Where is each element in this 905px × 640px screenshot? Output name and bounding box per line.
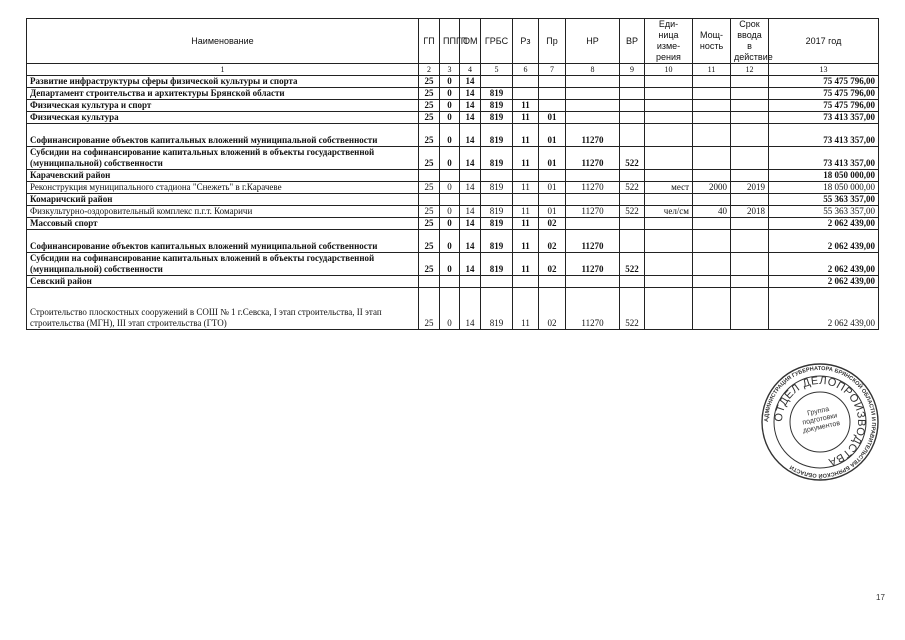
- table-row: [27, 276, 879, 288]
- capacity-cell: [693, 288, 731, 330]
- om-cell: 14: [460, 124, 481, 147]
- grbs-cell: 819: [481, 100, 513, 112]
- pr-cell: 02: [539, 288, 566, 330]
- rz-cell: [513, 276, 539, 288]
- rz-cell: [513, 170, 539, 182]
- vr-cell: [620, 218, 645, 230]
- vr-cell: 522: [620, 206, 645, 218]
- unit-cell: [645, 112, 693, 124]
- amount-cell: 73 413 357,00: [769, 112, 879, 124]
- om-cell: 14: [460, 288, 481, 330]
- header-vr: ВР: [620, 19, 645, 64]
- gp-cell: 25: [419, 100, 440, 112]
- term-cell: [731, 230, 769, 253]
- nr-cell: 11270: [566, 147, 620, 170]
- gp-cell: 25: [419, 253, 440, 276]
- unit-cell: [645, 253, 693, 276]
- gp-cell: 25: [419, 182, 440, 194]
- nr-cell: 11270: [566, 124, 620, 147]
- column-number-cell: 12: [731, 64, 769, 76]
- om-cell: 14: [460, 76, 481, 88]
- grbs-cell: 819: [481, 253, 513, 276]
- om-cell: 14: [460, 112, 481, 124]
- ppgp-cell: 0: [440, 182, 460, 194]
- nr-cell: [566, 88, 620, 100]
- gp-cell: [419, 276, 440, 288]
- name-cell: Массовый спорт: [27, 218, 419, 230]
- stamp-outer-text: АДМИНИСТРАЦИЯ ГУБЕРНАТОРА БРЯНСКОЙ ОБЛАСТИ И ПРАВИТЕЛЬСТВА БРЯНСКОЙ ОБЛАСТИ: [763, 365, 877, 479]
- pr-cell: 01: [539, 112, 566, 124]
- header-grbs: ГРБС: [481, 19, 513, 64]
- header-ppgp: ППГП: [440, 19, 460, 64]
- table-row: [27, 218, 879, 230]
- header-term: Срок ввода в действие: [731, 19, 769, 64]
- grbs-cell: 819: [481, 88, 513, 100]
- capacity-cell: [693, 112, 731, 124]
- unit-cell: [645, 170, 693, 182]
- grbs-cell: 819: [481, 124, 513, 147]
- stamp-center-text: Группа подготовки документов: [801, 405, 841, 435]
- header-name: Наименование: [27, 19, 419, 64]
- column-number-cell: 7: [539, 64, 566, 76]
- table-body: [27, 76, 879, 330]
- om-cell: 14: [460, 147, 481, 170]
- rz-cell: 11: [513, 206, 539, 218]
- column-number-cell: 5: [481, 64, 513, 76]
- rz-cell: [513, 88, 539, 100]
- header-capacity: Мощ- ность: [693, 19, 731, 64]
- pr-cell: [539, 170, 566, 182]
- term-cell: [731, 112, 769, 124]
- pr-cell: 02: [539, 230, 566, 253]
- grbs-cell: [481, 276, 513, 288]
- grbs-cell: 819: [481, 288, 513, 330]
- gp-cell: 25: [419, 112, 440, 124]
- om-cell: [460, 276, 481, 288]
- term-cell: [731, 100, 769, 112]
- column-number-cell: 11: [693, 64, 731, 76]
- gp-cell: [419, 170, 440, 182]
- vr-cell: [620, 194, 645, 206]
- table-row: [27, 253, 879, 276]
- ppgp-cell: 0: [440, 218, 460, 230]
- term-cell: 2019: [731, 182, 769, 194]
- amount-cell: 73 413 357,00: [769, 124, 879, 147]
- column-numbers-row: [27, 64, 879, 76]
- table-row: [27, 100, 879, 112]
- rz-cell: 11: [513, 230, 539, 253]
- table-row: [27, 182, 879, 194]
- unit-cell: [645, 76, 693, 88]
- nr-cell: 11270: [566, 288, 620, 330]
- nr-cell: [566, 194, 620, 206]
- amount-cell: 18 050 000,00: [769, 170, 879, 182]
- column-number-cell: 10: [645, 64, 693, 76]
- pr-cell: [539, 76, 566, 88]
- budget-table: [26, 18, 879, 330]
- name-cell: Софинансирование объектов капитальных вложений муниципальной собственности: [27, 230, 419, 253]
- ppgp-cell: [440, 194, 460, 206]
- vr-cell: [620, 88, 645, 100]
- gp-cell: 25: [419, 76, 440, 88]
- name-cell: Развитие инфраструктуры сферы физической культуры и спорта: [27, 76, 419, 88]
- amount-cell: 2 062 439,00: [769, 230, 879, 253]
- om-cell: 14: [460, 206, 481, 218]
- vr-cell: [620, 124, 645, 147]
- table-row: [27, 288, 879, 330]
- header-gp: ГП: [419, 19, 440, 64]
- unit-cell: [645, 276, 693, 288]
- page-number: 17: [876, 593, 885, 602]
- unit-cell: чел/см: [645, 206, 693, 218]
- table-row: [27, 147, 879, 170]
- vr-cell: [620, 170, 645, 182]
- rz-cell: 11: [513, 182, 539, 194]
- capacity-cell: [693, 124, 731, 147]
- name-cell: Софинансирование объектов капитальных вложений муниципальной собственности: [27, 124, 419, 147]
- nr-cell: [566, 170, 620, 182]
- term-cell: [731, 76, 769, 88]
- grbs-cell: [481, 194, 513, 206]
- capacity-cell: [693, 100, 731, 112]
- gp-cell: 25: [419, 288, 440, 330]
- capacity-cell: [693, 147, 731, 170]
- gp-cell: [419, 194, 440, 206]
- vr-cell: 522: [620, 253, 645, 276]
- amount-cell: 75 475 796,00: [769, 88, 879, 100]
- ppgp-cell: 0: [440, 288, 460, 330]
- term-cell: [731, 218, 769, 230]
- ppgp-cell: 0: [440, 206, 460, 218]
- unit-cell: [645, 100, 693, 112]
- grbs-cell: 819: [481, 182, 513, 194]
- column-number-cell: 1: [27, 64, 419, 76]
- capacity-cell: [693, 88, 731, 100]
- unit-cell: [645, 230, 693, 253]
- grbs-cell: [481, 76, 513, 88]
- table-row: [27, 112, 879, 124]
- unit-cell: [645, 218, 693, 230]
- stamp-dept-text: ОТДЕЛ ДЕЛОПРОИЗВОДСТВА: [772, 374, 868, 469]
- grbs-cell: 819: [481, 230, 513, 253]
- vr-cell: [620, 76, 645, 88]
- nr-cell: [566, 218, 620, 230]
- rz-cell: 11: [513, 100, 539, 112]
- gp-cell: 25: [419, 230, 440, 253]
- pr-cell: [539, 88, 566, 100]
- column-number-cell: 3: [440, 64, 460, 76]
- name-cell: Севский район: [27, 276, 419, 288]
- capacity-cell: [693, 194, 731, 206]
- capacity-cell: 40: [693, 206, 731, 218]
- grbs-cell: 819: [481, 112, 513, 124]
- table-row: [27, 170, 879, 182]
- header-year: 2017 год: [769, 19, 879, 64]
- term-cell: [731, 194, 769, 206]
- grbs-cell: 819: [481, 218, 513, 230]
- name-cell: Карачевский район: [27, 170, 419, 182]
- amount-cell: 2 062 439,00: [769, 218, 879, 230]
- name-cell: Физическая культура и спорт: [27, 100, 419, 112]
- om-cell: 14: [460, 253, 481, 276]
- name-cell: Реконструкция муниципального стадиона "Снежеть" в г.Карачеве: [27, 182, 419, 194]
- amount-cell: 55 363 357,00: [769, 194, 879, 206]
- ppgp-cell: [440, 170, 460, 182]
- table-header: [27, 19, 879, 76]
- capacity-cell: [693, 230, 731, 253]
- column-number-cell: 8: [566, 64, 620, 76]
- header-rz: Рз: [513, 19, 539, 64]
- pr-cell: [539, 276, 566, 288]
- name-cell: Департамент строительства и архитектуры Брянской области: [27, 88, 419, 100]
- om-cell: 14: [460, 182, 481, 194]
- amount-cell: 2 062 439,00: [769, 276, 879, 288]
- grbs-cell: 819: [481, 206, 513, 218]
- nr-cell: [566, 112, 620, 124]
- nr-cell: 11270: [566, 230, 620, 253]
- table-row: [27, 230, 879, 253]
- gp-cell: 25: [419, 124, 440, 147]
- nr-cell: 11270: [566, 253, 620, 276]
- om-cell: 14: [460, 218, 481, 230]
- unit-cell: [645, 147, 693, 170]
- vr-cell: [620, 112, 645, 124]
- ppgp-cell: 0: [440, 88, 460, 100]
- term-cell: [731, 124, 769, 147]
- name-cell: Комаричский район: [27, 194, 419, 206]
- gp-cell: 25: [419, 88, 440, 100]
- vr-cell: 522: [620, 182, 645, 194]
- ppgp-cell: [440, 276, 460, 288]
- gp-cell: 25: [419, 206, 440, 218]
- ppgp-cell: 0: [440, 76, 460, 88]
- capacity-cell: [693, 276, 731, 288]
- rz-cell: 11: [513, 112, 539, 124]
- pr-cell: 02: [539, 253, 566, 276]
- unit-cell: [645, 88, 693, 100]
- vr-cell: 522: [620, 288, 645, 330]
- table-row: [27, 88, 879, 100]
- pr-cell: 01: [539, 124, 566, 147]
- amount-cell: 73 413 357,00: [769, 147, 879, 170]
- name-cell: Субсидии на софинансирование капитальных вложений в объекты государственной (муниципальной) собственности: [27, 147, 419, 170]
- term-cell: [731, 88, 769, 100]
- capacity-cell: [693, 218, 731, 230]
- name-cell: Субсидии на софинансирование капитальных вложений в объекты государственной (муниципальной) собственности: [27, 253, 419, 276]
- om-cell: 14: [460, 230, 481, 253]
- vr-cell: [620, 100, 645, 112]
- amount-cell: 2 062 439,00: [769, 253, 879, 276]
- grbs-cell: [481, 170, 513, 182]
- amount-cell: 55 363 357,00: [769, 206, 879, 218]
- header-unit: Еди- ница изме- рения: [645, 19, 693, 64]
- ppgp-cell: 0: [440, 147, 460, 170]
- table-row: [27, 124, 879, 147]
- amount-cell: 2 062 439,00: [769, 288, 879, 330]
- term-cell: [731, 147, 769, 170]
- om-cell: [460, 170, 481, 182]
- nr-cell: 11270: [566, 206, 620, 218]
- rz-cell: 11: [513, 124, 539, 147]
- unit-cell: [645, 288, 693, 330]
- term-cell: [731, 170, 769, 182]
- vr-cell: [620, 230, 645, 253]
- ppgp-cell: 0: [440, 230, 460, 253]
- pr-cell: 01: [539, 182, 566, 194]
- header-om: ОМ: [460, 19, 481, 64]
- term-cell: 2018: [731, 206, 769, 218]
- nr-cell: 11270: [566, 182, 620, 194]
- column-number-cell: 4: [460, 64, 481, 76]
- ppgp-cell: 0: [440, 124, 460, 147]
- ppgp-cell: 0: [440, 100, 460, 112]
- nr-cell: [566, 100, 620, 112]
- ppgp-cell: 0: [440, 112, 460, 124]
- vr-cell: 522: [620, 147, 645, 170]
- rz-cell: [513, 76, 539, 88]
- rz-cell: 11: [513, 147, 539, 170]
- rz-cell: 11: [513, 218, 539, 230]
- om-cell: [460, 194, 481, 206]
- om-cell: 14: [460, 100, 481, 112]
- table-row: [27, 194, 879, 206]
- column-number-cell: 6: [513, 64, 539, 76]
- column-number-cell: 9: [620, 64, 645, 76]
- amount-cell: 75 475 796,00: [769, 100, 879, 112]
- nr-cell: [566, 76, 620, 88]
- pr-cell: 01: [539, 206, 566, 218]
- pr-cell: [539, 100, 566, 112]
- capacity-cell: [693, 170, 731, 182]
- unit-cell: [645, 124, 693, 147]
- column-number-cell: 13: [769, 64, 879, 76]
- official-stamp: [760, 362, 880, 482]
- name-cell: Физкультурно-оздоровительный комплекс п.г.т. Комаричи: [27, 206, 419, 218]
- unit-cell: [645, 194, 693, 206]
- rz-cell: [513, 194, 539, 206]
- header-pr: Пр: [539, 19, 566, 64]
- name-cell: Физическая культура: [27, 112, 419, 124]
- rz-cell: 11: [513, 288, 539, 330]
- capacity-cell: 2000: [693, 182, 731, 194]
- unit-cell: мест: [645, 182, 693, 194]
- om-cell: 14: [460, 88, 481, 100]
- pr-cell: 01: [539, 147, 566, 170]
- column-number-cell: 2: [419, 64, 440, 76]
- gp-cell: 25: [419, 147, 440, 170]
- pr-cell: 02: [539, 218, 566, 230]
- pr-cell: [539, 194, 566, 206]
- grbs-cell: 819: [481, 147, 513, 170]
- table-row: [27, 76, 879, 88]
- capacity-cell: [693, 76, 731, 88]
- term-cell: [731, 253, 769, 276]
- vr-cell: [620, 276, 645, 288]
- term-cell: [731, 276, 769, 288]
- name-cell: Строительство плоскостных сооружений в СОШ № 1 г.Севска, I этап строительства, II этап строительства (МГН), III этап строительства (ГТО): [27, 288, 419, 330]
- amount-cell: 75 475 796,00: [769, 76, 879, 88]
- table-row: [27, 206, 879, 218]
- ppgp-cell: 0: [440, 253, 460, 276]
- gp-cell: 25: [419, 218, 440, 230]
- amount-cell: 18 050 000,00: [769, 182, 879, 194]
- nr-cell: [566, 276, 620, 288]
- rz-cell: 11: [513, 253, 539, 276]
- capacity-cell: [693, 253, 731, 276]
- term-cell: [731, 288, 769, 330]
- header-nr: НР: [566, 19, 620, 64]
